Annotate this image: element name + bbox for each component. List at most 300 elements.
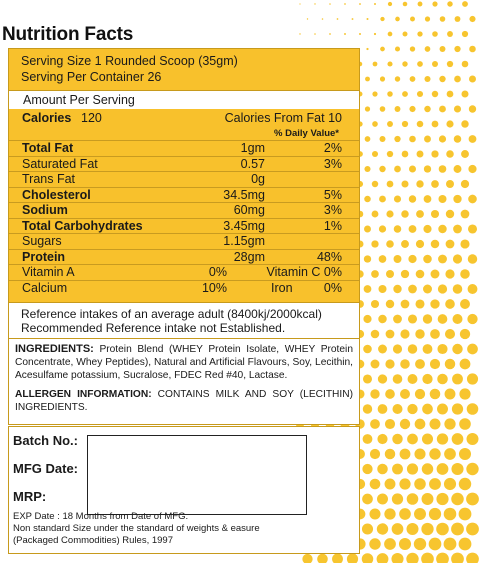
iron-label: Iron xyxy=(271,280,293,295)
halftone-dot xyxy=(408,285,417,294)
halftone-dot xyxy=(394,136,400,142)
halftone-dot xyxy=(438,255,447,264)
halftone-dot xyxy=(453,225,462,234)
halftone-dot xyxy=(466,493,479,506)
halftone-dot xyxy=(400,359,410,369)
halftone-dot xyxy=(388,32,393,37)
nutrient-daily-value: 2% xyxy=(323,141,342,155)
halftone-dot xyxy=(380,106,386,112)
halftone-dot xyxy=(461,90,468,97)
halftone-dot xyxy=(469,76,476,83)
halftone-dot xyxy=(416,240,424,248)
halftone-dot xyxy=(432,91,438,97)
halftone-dot xyxy=(431,240,440,249)
halftone-dot xyxy=(299,3,300,4)
halftone-dot xyxy=(446,240,455,249)
nutrient-quantity: 1gm xyxy=(240,141,265,155)
halftone-dot xyxy=(372,151,378,157)
halftone-dot xyxy=(332,554,343,563)
halftone-dot xyxy=(372,91,377,96)
expiry-info xyxy=(13,511,260,547)
halftone-dot xyxy=(377,464,388,475)
halftone-dot xyxy=(466,463,478,475)
halftone-dot xyxy=(437,374,448,385)
halftone-dot xyxy=(444,418,455,429)
halftone-dot xyxy=(379,166,385,172)
halftone-dot xyxy=(445,299,455,309)
halftone-dot xyxy=(421,523,433,535)
halftone-dot xyxy=(392,404,402,414)
halftone-dot xyxy=(460,269,470,279)
nutrition-facts-title: Nutrition Facts xyxy=(2,24,134,45)
halftone-dot xyxy=(359,33,361,35)
halftone-dot xyxy=(466,523,479,536)
halftone-dot xyxy=(423,225,431,233)
halftone-dot xyxy=(451,493,464,506)
halftone-dot xyxy=(436,553,449,563)
batch-entry-box xyxy=(87,435,307,515)
halftone-dot xyxy=(384,508,395,519)
halftone-dot xyxy=(386,330,395,339)
halftone-dot xyxy=(459,388,470,399)
halftone-dot xyxy=(408,344,418,354)
halftone-dot xyxy=(401,210,408,217)
halftone-dot xyxy=(401,300,410,309)
halftone-dot xyxy=(452,433,464,445)
halftone-dot xyxy=(461,210,470,219)
amount-per-serving: Amount Per Serving xyxy=(9,91,359,109)
halftone-dot xyxy=(380,136,386,142)
halftone-dot xyxy=(400,419,410,429)
halftone-dot xyxy=(344,33,346,35)
halftone-dot xyxy=(365,106,370,111)
halftone-dot xyxy=(446,180,454,188)
halftone-dot xyxy=(445,329,455,339)
halftone-dot xyxy=(377,553,389,563)
halftone-dot xyxy=(440,16,446,22)
halftone-dot xyxy=(372,121,378,127)
halftone-dot xyxy=(429,508,441,520)
halftone-dot xyxy=(431,270,440,279)
halftone-dot xyxy=(362,553,374,563)
halftone-dot xyxy=(430,329,440,339)
halftone-dot xyxy=(378,345,387,354)
halftone-dot xyxy=(378,285,386,293)
halftone-dot xyxy=(410,17,415,22)
halftone-dot xyxy=(452,403,463,414)
halftone-dot xyxy=(437,344,447,354)
halftone-dot xyxy=(444,508,457,521)
halftone-dot xyxy=(425,16,430,21)
halftone-dot xyxy=(370,389,379,398)
halftone-dot xyxy=(454,76,461,83)
nutrient-quantity: 1.15gm xyxy=(223,234,265,248)
reference-line-2: Recommended Reference intake not Established. xyxy=(21,321,286,335)
halftone-dot xyxy=(322,18,324,20)
halftone-dot xyxy=(402,151,409,158)
halftone-dot xyxy=(369,508,380,519)
halftone-dot xyxy=(374,33,376,35)
halftone-dot xyxy=(447,91,454,98)
halftone-dot xyxy=(364,255,371,262)
halftone-dot xyxy=(416,210,424,218)
halftone-dot xyxy=(387,61,392,66)
halftone-dot xyxy=(415,299,424,308)
halftone-dot xyxy=(439,135,446,142)
halftone-dot xyxy=(432,1,437,6)
ingredients-label: INGREDIENTS: xyxy=(15,343,94,355)
halftone-dot xyxy=(430,389,441,400)
halftone-dot xyxy=(453,254,462,263)
halftone-dot xyxy=(386,240,394,248)
halftone-dot xyxy=(409,225,417,233)
halftone-dot xyxy=(299,33,300,34)
halftone-dot xyxy=(417,61,423,67)
nutrient-name: Trans Fat xyxy=(22,172,76,186)
halftone-dot xyxy=(416,270,425,279)
halftone-dot xyxy=(438,225,446,233)
halftone-dot xyxy=(409,195,416,202)
nutrient-quantity: 10% xyxy=(201,280,227,295)
halftone-dot xyxy=(314,3,315,4)
halftone-dot xyxy=(461,150,469,158)
allergen-paragraph xyxy=(15,388,353,414)
nutrient-row-saturated-fat xyxy=(9,157,359,173)
halftone-dot xyxy=(430,359,440,369)
halftone-dot xyxy=(451,523,464,536)
halftone-dot xyxy=(417,91,423,97)
halftone-dot xyxy=(352,18,354,20)
halftone-dot xyxy=(446,120,453,127)
halftone-dot xyxy=(452,344,462,354)
nutrient-daily-value: 3% xyxy=(323,203,342,217)
nutrient-daily-value: 5% xyxy=(323,187,342,202)
halftone-dot xyxy=(347,553,358,563)
reference-line-1: Reference intakes of an average adult (8400kj/2000kcal) xyxy=(21,307,322,321)
halftone-dot xyxy=(430,299,439,308)
halftone-dot xyxy=(423,344,433,354)
halftone-dot xyxy=(459,478,471,490)
halftone-dot xyxy=(461,120,468,127)
halftone-dot xyxy=(415,419,426,430)
halftone-dot xyxy=(409,136,416,143)
halftone-dot xyxy=(379,255,387,263)
halftone-dot xyxy=(437,463,449,475)
halftone-dot xyxy=(424,76,430,82)
halftone-dot xyxy=(362,523,373,534)
halftone-dot xyxy=(462,61,469,68)
halftone-dot xyxy=(466,553,479,563)
halftone-dot xyxy=(432,61,438,67)
halftone-dot xyxy=(447,61,453,67)
allergen-label: ALLERGEN INFORMATION: xyxy=(15,389,152,400)
nutrient-row-vitamin-a xyxy=(9,265,359,281)
halftone-dot xyxy=(314,33,316,35)
halftone-dot xyxy=(329,3,331,5)
halftone-dot xyxy=(468,284,478,294)
halftone-dot xyxy=(371,240,378,247)
daily-value-header: % Daily Value* xyxy=(274,128,339,139)
halftone-dot xyxy=(417,31,422,36)
nutrient-quantity: 60mg xyxy=(233,203,265,217)
serving-size: Serving Size 1 Rounded Scoop (35gm) xyxy=(21,54,238,68)
halftone-dot xyxy=(460,239,469,248)
expiry-line-2: Non standard Size under the standard of weights & easure xyxy=(13,523,260,534)
nutrient-daily-value: 3% xyxy=(323,156,342,171)
halftone-dot xyxy=(387,121,393,127)
halftone-dot xyxy=(459,538,472,551)
ingredients-box xyxy=(8,339,360,425)
halftone-dot xyxy=(379,196,386,203)
halftone-dot xyxy=(366,48,368,50)
halftone-dot xyxy=(446,210,454,218)
halftone-dot xyxy=(394,195,401,202)
halftone-dot xyxy=(455,16,461,22)
halftone-dot xyxy=(467,433,479,445)
halftone-dot xyxy=(416,180,423,187)
halftone-dot xyxy=(453,314,463,324)
halftone-dot xyxy=(362,464,372,474)
halftone-dot xyxy=(432,31,438,37)
halftone-dot xyxy=(453,195,461,203)
halftone-dot xyxy=(429,448,440,459)
halftone-dot xyxy=(378,374,387,383)
halftone-dot xyxy=(468,224,477,233)
halftone-dot xyxy=(377,494,388,505)
halftone-dot xyxy=(364,196,371,203)
halftone-dot xyxy=(392,493,403,504)
halftone-dot xyxy=(417,151,424,158)
nutrient-quantity: 34.5mg xyxy=(223,187,265,202)
halftone-dot xyxy=(422,404,433,415)
nutrition-table xyxy=(8,90,360,303)
halftone-dot xyxy=(403,32,408,37)
calories-label: Calories xyxy=(22,111,72,125)
nutrient-row-total-carbohydrates xyxy=(9,219,359,235)
halftone-dot xyxy=(364,285,372,293)
halftone-dot xyxy=(399,538,411,550)
nutrient-quantity: 0% xyxy=(208,265,227,279)
ingredients-paragraph xyxy=(15,343,353,382)
halftone-dot xyxy=(469,46,476,53)
halftone-dot xyxy=(407,434,418,445)
halftone-dot xyxy=(414,538,426,550)
halftone-dot xyxy=(444,448,456,460)
halftone-dot xyxy=(362,494,373,505)
halftone-dot xyxy=(386,210,393,217)
halftone-dot xyxy=(365,136,371,142)
halftone-dot xyxy=(459,418,471,430)
halftone-dot xyxy=(445,359,455,369)
halftone-dot xyxy=(431,180,439,188)
halftone-dot xyxy=(439,76,445,82)
halftone-dot xyxy=(430,419,441,430)
halftone-dot xyxy=(438,314,448,324)
halftone-dot xyxy=(364,226,371,233)
halftone-dot xyxy=(374,3,376,5)
halftone-dot xyxy=(370,449,380,459)
halftone-dot xyxy=(418,2,423,7)
halftone-dot xyxy=(438,195,446,203)
halftone-dot xyxy=(359,3,361,5)
halftone-dot xyxy=(407,493,419,505)
halftone-dot xyxy=(395,106,401,112)
halftone-dot xyxy=(391,553,403,563)
halftone-dot xyxy=(385,449,396,460)
halftone-dot xyxy=(424,136,431,143)
nutrient-name: Saturated Fat xyxy=(22,156,98,171)
halftone-dot xyxy=(461,180,469,188)
halftone-dot xyxy=(415,329,424,338)
halftone-dot xyxy=(444,478,456,490)
halftone-dot xyxy=(370,419,380,429)
halftone-dot xyxy=(302,554,312,563)
halftone-dot xyxy=(395,46,400,51)
halftone-dot xyxy=(363,404,372,413)
halftone-dot xyxy=(380,47,385,52)
halftone-dot xyxy=(392,523,404,535)
halftone-dot xyxy=(377,523,388,534)
halftone-dot xyxy=(424,195,432,203)
halftone-dot xyxy=(468,254,477,263)
halftone-dot xyxy=(423,255,432,264)
halftone-dot xyxy=(337,18,339,20)
servings-per-container: Serving Per Container 26 xyxy=(21,70,162,84)
nutrient-name: Calcium xyxy=(22,280,68,295)
halftone-dot xyxy=(452,374,463,385)
halftone-dot xyxy=(467,403,479,415)
nutrient-name: Protein xyxy=(22,249,66,264)
halftone-dot xyxy=(445,269,454,278)
nutrient-daily-value: 1% xyxy=(323,218,342,233)
halftone-dot xyxy=(460,299,470,309)
halftone-dot xyxy=(453,284,463,294)
expiry-line-1: EXP Date : 18 Months from Date of MFG. xyxy=(13,511,189,522)
halftone-dot xyxy=(394,166,401,173)
halftone-dot xyxy=(432,121,439,128)
expiry-line-3: (Packaged Commodities) Rules, 1997 xyxy=(13,535,173,546)
nutrient-row-total-fat xyxy=(9,141,359,157)
halftone-dot xyxy=(387,91,393,97)
halftone-dot xyxy=(431,150,438,157)
halftone-dot xyxy=(436,523,449,536)
halftone-dot xyxy=(387,181,394,188)
halftone-dot xyxy=(393,374,403,384)
halftone-dot xyxy=(399,478,410,489)
halftone-dot xyxy=(439,106,446,113)
halftone-dot xyxy=(429,538,442,551)
mrp-label: MRP: xyxy=(13,489,47,504)
halftone-dot xyxy=(395,76,400,81)
halftone-dot xyxy=(401,240,409,248)
halftone-dot xyxy=(379,225,386,232)
calories-value: 120 xyxy=(81,111,102,125)
ingredients-text: Protein Blend (WHEY Protein Isolate, WHEY Protein Concentrate, Whey Peptides), Natural and Artificial Flavours, Soy, Lecithin, Acesulfame potassium, Sucralose, FDEC Red #40, Lactase. xyxy=(15,344,353,381)
halftone-dot xyxy=(393,315,402,324)
halftone-dot xyxy=(454,135,462,143)
halftone-dot xyxy=(363,374,372,383)
halftone-dot xyxy=(401,180,408,187)
nutrient-row-sugars xyxy=(9,234,359,250)
halftone-dot xyxy=(388,2,392,6)
mfg-date-label: MFG Date: xyxy=(13,461,78,476)
halftone-dot xyxy=(407,523,419,535)
halftone-dot xyxy=(444,538,457,551)
halftone-dot xyxy=(380,17,384,21)
serving-box xyxy=(8,48,360,91)
halftone-dot xyxy=(392,434,402,444)
nutrient-name: Total Carbohydrates xyxy=(22,218,143,233)
nutrient-name: Sodium xyxy=(22,203,68,217)
halftone-dot xyxy=(407,404,417,414)
halftone-dot xyxy=(395,17,400,22)
halftone-dot xyxy=(385,479,396,490)
halftone-dot xyxy=(371,330,380,339)
nutrient-quantity: 28gm xyxy=(233,249,265,264)
halftone-dot xyxy=(439,165,447,173)
halftone-dot xyxy=(414,448,425,459)
halftone-dot xyxy=(392,464,403,475)
halftone-dot xyxy=(467,314,477,324)
vitamin-c-value: Vitamin C 0% xyxy=(266,265,342,279)
nutrient-row-trans-fat xyxy=(9,172,359,188)
halftone-dot xyxy=(469,135,477,143)
halftone-dot xyxy=(422,433,433,444)
halftone-dot xyxy=(409,106,415,112)
halftone-dot xyxy=(462,31,468,37)
halftone-dot xyxy=(459,448,471,460)
halftone-dot xyxy=(394,255,402,263)
halftone-dot xyxy=(363,345,372,354)
halftone-dot xyxy=(459,508,472,521)
halftone-dot xyxy=(422,374,432,384)
halftone-dot xyxy=(385,389,395,399)
halftone-dot xyxy=(307,18,308,19)
halftone-dot xyxy=(469,105,476,112)
halftone-dot xyxy=(317,554,328,563)
halftone-dot xyxy=(436,493,448,505)
halftone-dot xyxy=(469,16,475,22)
halftone-dot xyxy=(423,285,432,294)
halftone-dot xyxy=(378,404,388,414)
halftone-dot xyxy=(437,404,448,415)
halftone-dot xyxy=(365,77,370,82)
halftone-dot xyxy=(438,284,447,293)
halftone-dot xyxy=(408,374,418,384)
halftone-dot xyxy=(414,478,426,490)
halftone-dot xyxy=(385,359,394,368)
halftone-dot xyxy=(372,211,379,218)
halftone-dot xyxy=(425,46,431,52)
nutrient-row-calcium xyxy=(9,281,359,297)
halftone-dot xyxy=(409,165,416,172)
halftone-dot xyxy=(384,538,396,550)
halftone-dot xyxy=(363,434,373,444)
halftone-dot xyxy=(399,508,411,520)
halftone-dot xyxy=(394,225,402,233)
halftone-dot xyxy=(468,195,477,204)
nutrient-quantity: 0g xyxy=(251,172,265,186)
halftone-dot xyxy=(380,76,385,81)
halftone-dot xyxy=(437,433,448,444)
nutrient-name: Sugars xyxy=(22,234,62,248)
halftone-dot xyxy=(363,315,371,323)
halftone-dot xyxy=(403,2,408,7)
halftone-dot xyxy=(402,91,408,97)
halftone-dot xyxy=(414,508,426,520)
halftone-dot xyxy=(402,61,407,66)
halftone-dot xyxy=(460,359,471,370)
